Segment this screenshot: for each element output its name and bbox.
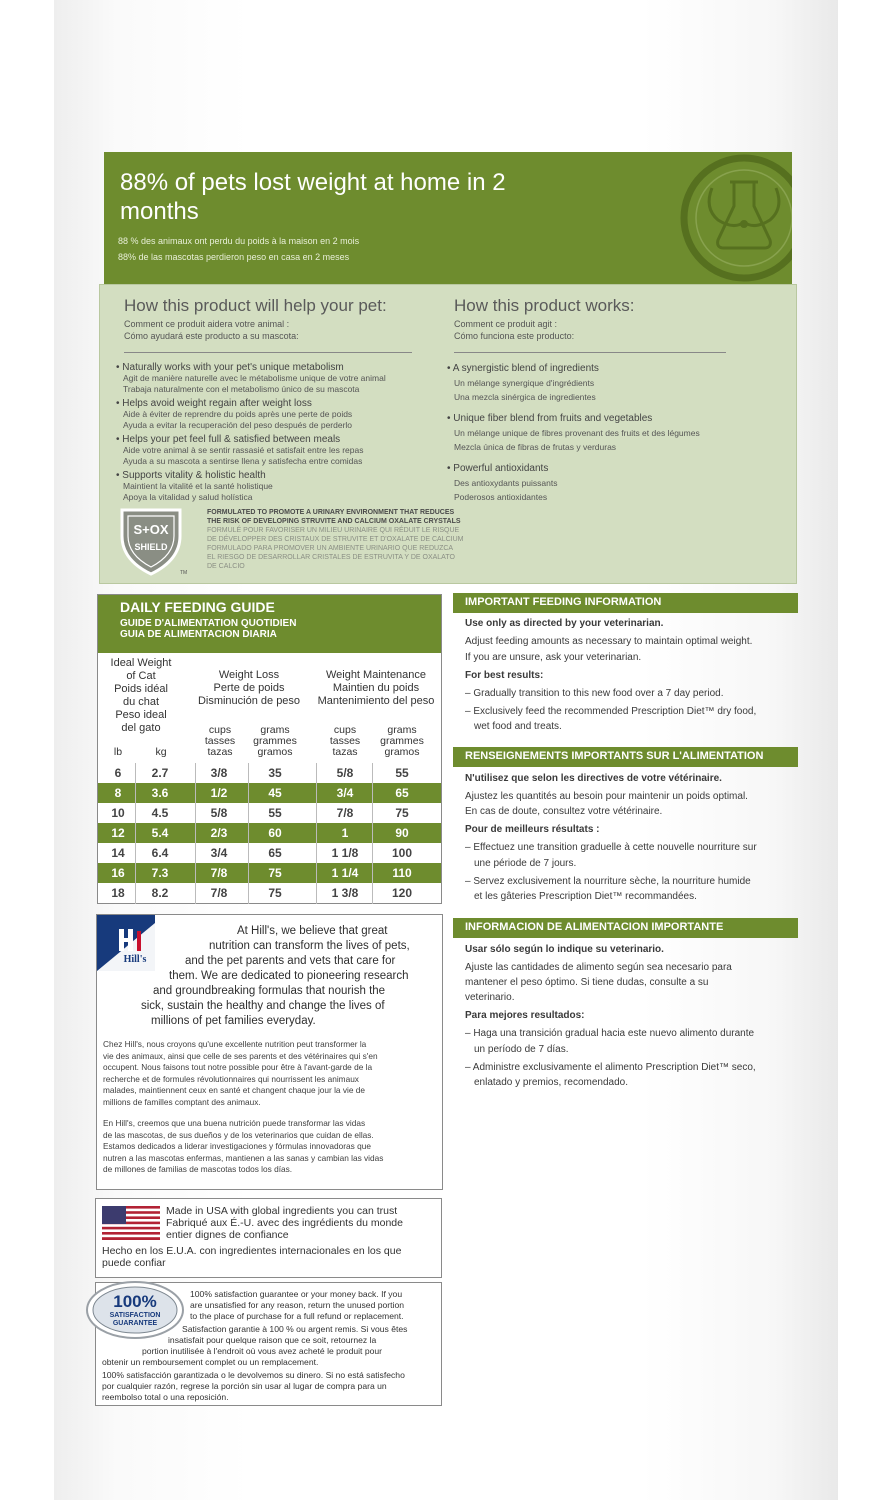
help-bullet: • Supports vitality & holistic health Maintient la vitalité et la santé holistique Apoya la vitalidad y salud holística (116, 470, 273, 502)
guarantee-badge-line2: GUARANTEE (112, 1320, 158, 1327)
help-title-es: Cómo ayudará este producto a su mascota: (124, 331, 299, 341)
guarantee-en: are unsatisfied for any reason, return the unused portion (190, 1300, 405, 1310)
feeding-info-es-title: INFORMACION DE ALIMENTACION IMPORTANTE (453, 918, 798, 938)
help-bullet: • Helps your pet feel full & satisfied between meals Aide votre animal à se sentir rassasié et satisfait entre les repas Ayuda a su mascota a sentirse llena y satisfecha entre comidas (116, 434, 364, 466)
table-column-divider (316, 763, 317, 904)
table-row: 16 7.3 7/8 75 1 1/4 110 (98, 863, 441, 883)
table-column-divider (248, 763, 249, 904)
sox-claim: FORMULATED TO PROMOTE A URINARY ENVIRONMENT THAT REDUCES THE RISK OF DEVELOPING STRUVITE AND CALCIUM OXALATE CRYSTALS FORMULÉ POUR FAVORISER UN MILIEU URINAIRE QUI RÉDUIT LE RISQUE DE DÉVELOPPER DES CRISTAUX DE STRUVITE ET D'OXALATE DE CALCIUM FORMULADO PARA PROMOVER UN AMBIENTE URINARIO QUE REDUZCA EL RIESGO DE DESARROLLAR CRISTALES DE ESTRUVITA Y DE OXALATO DE CALCIO (207, 509, 464, 570)
table-row: 10 4.5 5/8 55 7/8 75 (98, 803, 441, 823)
works-title-fr: Comment ce produit agit : (454, 319, 558, 329)
feeding-info-es: un período de 7 días. (474, 1044, 569, 1055)
feeding-info-fr: – Servez exclusivement la nourriture sèche, la nourriture humide (465, 876, 751, 887)
feeding-guide-table (97, 594, 442, 904)
col-header-loss: Weight Loss Perte de poids Disminución de peso (197, 669, 301, 707)
feeding-info-en: – Exclusively feed the recommended Prescription Diet™ dry food, (465, 706, 757, 717)
table-row: 18 8.2 7/8 75 1 3/8 120 (98, 883, 441, 903)
works-title-es: Cómo funciona este producto: (454, 331, 575, 341)
feeding-info-fr: Ajustez les quantités au besoin pour maintenir un poids optimal. (465, 791, 748, 802)
headline-es: 88% de las mascotas perdieron peso en casa en 2 meses (118, 252, 350, 262)
us-flag-icon (102, 1206, 160, 1240)
feeding-info-en: Adjust feeding amounts as necessary to maintain optimal weight. (465, 636, 753, 647)
hills-logo-icon (97, 915, 155, 971)
feeding-info-es: Para mejores resultados: (465, 1010, 585, 1021)
guarantee-badge-line1: SATISFACTION (109, 1312, 161, 1319)
table-column-divider (372, 763, 373, 904)
mission-fr: Chez Hill's, nous croyons qu'une excellente nutrition peut transformer la vie des animaux, ainsi que celle de ses parents et des vétérinaires qui s'en occupent. Nous faisons tout notre possible pour être à l'avant-garde de la recherche et de formules révolutionnaires qui nourrissent les animaux malades, maintiennent ceux en santé et changent chaque jour la vie de millions de familles comptant des animaux. (103, 1039, 378, 1107)
feeding-info-en: If you are unsure, ask your veterinarian. (465, 652, 642, 663)
mission-en: them. We are dedicated to pioneering research (169, 970, 409, 982)
mission-en: nutrition can transform the lives of pets, (209, 940, 410, 952)
feeding-info-fr: et les gâteries Prescription Diet™ recommandées. (474, 891, 697, 902)
feeding-info-fr: En cas de doute, consultez votre vétérinaire. (465, 806, 663, 817)
feeding-info-fr: – Effectuez une transition graduelle à cette nouvelle nourriture sur (465, 842, 757, 853)
headline-fr: 88 % des animaux ont perdu du poids à la maison en 2 mois (118, 236, 360, 246)
guarantee-fr: insatisfait pour quelque raison que ce soit, retournez la (168, 1335, 377, 1345)
feeding-info-es: enlatado y premios, recomendado. (474, 1077, 628, 1088)
table-row: 14 6.4 3/4 65 1 1/8 100 (98, 843, 441, 863)
feeding-info-es: – Haga una transición gradual hacia este nuevo alimento durante (465, 1028, 755, 1039)
mission-en: and groundbreaking formulas that nourish the (153, 985, 386, 997)
sox-badge-top: S+OX (133, 522, 169, 537)
feeding-guide-title-fr-es: GUIDE D'ALIMENTATION QUOTIDIEN GUIA DE ALIMENTACION DIARIA (120, 618, 297, 640)
guarantee-box (95, 1282, 442, 1406)
table-column-divider (135, 763, 136, 904)
feeding-info-en: wet food and treats. (474, 721, 562, 732)
guarantee-es: reembolso total o una reposición. (102, 1392, 229, 1402)
feeding-info-fr-title: RENSEIGNEMENTS IMPORTANTS SUR L'ALIMENTATION (453, 747, 798, 767)
works-title: How this product works: (454, 296, 635, 315)
guarantee-fr: portion inutilisée à l'endroit où vous avez acheté le produit pour (142, 1346, 383, 1356)
feeding-info-en: Use only as directed by your veterinarian. (465, 618, 664, 629)
feeding-info-en-title: IMPORTANT FEEDING INFORMATION (453, 593, 798, 613)
feeding-guide-header (98, 595, 441, 653)
guarantee-en: 100% satisfaction guarantee or your money back. If you (190, 1289, 403, 1299)
feeding-info-es: Ajuste las cantidades de alimento según sea necesario para (465, 962, 732, 973)
unit-cups: cups tasses tazas (329, 724, 361, 758)
unit-cups: cups tasses tazas (204, 724, 236, 758)
mission-es: En Hill's, creemos que una buena nutrición puede transformar las vidas de las mascotas, de sus dueños y de los veterinarios que cuidan de ellas. Estamos dedicados a liderar investigaciones y fórmulas innovadoras que nutren a las mascotas enfermas, mantienen a las sanas y cambian las vidas de millones de familias de mascotas todos los días. (103, 1118, 384, 1175)
works-bullet: • Unique fiber blend from fruits and vegetables Un mélange unique de fibres provenant des fruits et des légumes Mezcla única de fibras de frutas y verduras (447, 413, 700, 452)
guarantee-en: to the place of purchase for a full refund or replacement. (190, 1311, 404, 1321)
help-title-fr: Comment ce produit aidera votre animal : (124, 319, 290, 329)
guarantee-es: 100% satisfacción garantizada o le devolvemos su dinero. Si no está satisfecho (102, 1370, 405, 1380)
table-row: 8 3.6 1/2 45 3/4 65 (98, 783, 441, 803)
made-in-fr: Fabriqué aux É.-U. avec des ingrédients du monde (166, 1217, 403, 1229)
divider (124, 352, 412, 353)
help-bullet: • Naturally works with your pet's unique metabolism Agit de manière naturelle avec le métabolisme unique de votre animal Trabaja naturalmente con el metabolismo único de su mascota (116, 362, 386, 394)
made-in-fr: entier dignes de confiance (166, 1229, 289, 1241)
help-title: How this product will help your pet: (124, 296, 387, 315)
unit-lb: lb (113, 746, 123, 758)
feeding-info-es: – Administre exclusivamente el alimento Prescription Diet™ seco, (465, 1062, 756, 1073)
science-flask-icon (674, 152, 792, 284)
hills-logo (97, 915, 155, 971)
guarantee-fr: Satisfaction garantie à 100 % ou argent remis. Si vous êtes (182, 1324, 408, 1334)
hills-mission-box (96, 914, 443, 1190)
unit-grams: grams grammes gramos (380, 724, 424, 758)
sox-tm: TM (180, 570, 188, 576)
guarantee-fr: obtenir un remboursement complet ou un remplacement. (102, 1357, 319, 1367)
feeding-info-es: veterinario. (465, 992, 515, 1003)
made-in-usa-box (95, 1198, 442, 1278)
table-column-divider (195, 763, 196, 904)
table-row: 6 2.7 3/8 35 5/8 55 (98, 763, 441, 783)
made-in-en: Made in USA with global ingredients you can trust (166, 1205, 398, 1217)
headline: 88% of pets lost weight at home in 2 months (120, 169, 506, 225)
feeding-guide-title: DAILY FEEDING GUIDE (120, 599, 275, 615)
works-bullet: • A synergistic blend of ingredients Un mélange synergique d'ingrédients Una mezcla sinérgica de ingredientes (447, 363, 599, 402)
sox-badge-bottom: SHIELD (134, 542, 168, 552)
feeding-info-en: For best results: (465, 670, 544, 681)
made-in-es: Hecho en los E.U.A. con ingredientes internacionales en los que (102, 1245, 402, 1257)
hills-wordmark: Hill's (123, 954, 147, 965)
guarantee-es: por cualquier razón, regrese la porción sin usar al lugar de compra para un (102, 1381, 387, 1391)
col-header-weight: Ideal Weight of Cat Poids idéal du chat Peso ideal del gato (110, 657, 172, 734)
help-bullet: • Helps avoid weight regain after weight loss Aide à éviter de reprendre du poids après une perte de poids Ayuda a evitar la recuperación del peso después de perderlo (116, 398, 353, 430)
mission-en: sick, sustain the healthy and change the lives of (141, 1000, 385, 1012)
divider (454, 352, 726, 353)
feeding-info-fr: N'utilisez que selon les directives de votre vétérinaire. (465, 773, 722, 784)
unit-grams: grams grammes gramos (253, 724, 297, 758)
feeding-info-en: – Gradually transition to this new food over a 7 day period. (465, 688, 724, 699)
feeding-info-fr: une période de 7 jours. (474, 858, 577, 869)
feeding-info-es: mantener el peso óptimo. Si tiene dudas, consulte a su (465, 977, 709, 988)
feeding-info-fr: Pour de meilleurs résultats : (465, 824, 600, 835)
table-row: 12 5.4 2/3 60 1 90 (98, 823, 441, 843)
headline-banner (104, 152, 792, 284)
sox-shield-icon (118, 506, 190, 578)
mission-en: millions of pet families everyday. (151, 1015, 316, 1027)
feeding-info-es: Usar sólo según lo indique su veterinario. (465, 944, 664, 955)
unit-kg: kg (155, 746, 167, 758)
guarantee-badge-icon (84, 1279, 186, 1341)
col-header-maintenance: Weight Maintenance Maintien du poids Mantenimiento del peso (317, 669, 435, 707)
mission-en: and the pet parents and vets that care for (185, 955, 396, 967)
made-in-es: puede confiar (102, 1257, 166, 1269)
guarantee-badge-percent: 100% (113, 1292, 157, 1311)
mission-en: At Hill's, we believe that great (237, 925, 388, 937)
works-bullet: • Powerful antioxidants Des antioxydants puissants Poderosos antioxidantes (447, 463, 558, 502)
